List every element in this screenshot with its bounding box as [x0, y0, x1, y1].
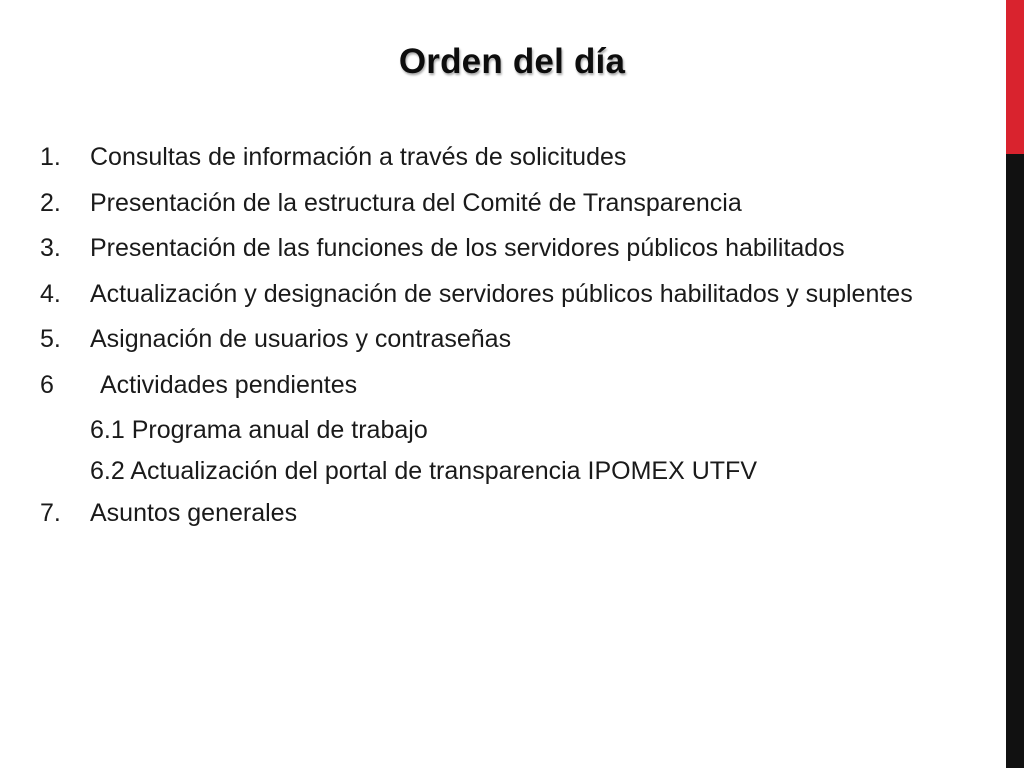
agenda-item-text: Presentación de la estructura del Comité de Transparencia	[90, 188, 742, 217]
agenda-item	[40, 233, 980, 264]
agenda-subitem: 6.1 Programa anual de trabajo	[90, 416, 428, 444]
agenda-item-number: 6	[40, 370, 54, 399]
accent-bar-black	[1006, 154, 1024, 768]
agenda-item-text: Presentación de las funciones de los servidores públicos habilitados	[90, 234, 845, 262]
agenda-item-number: 5.	[40, 325, 61, 353]
agenda-item-text: Asuntos generales	[90, 499, 298, 527]
agenda-item	[40, 370, 980, 401]
agenda-subitem: 6.2 Actualización del portal de transparencia IPOMEX UTFV	[90, 456, 757, 485]
agenda-item-number: 3.	[40, 234, 61, 262]
agenda-item-text: Asignación de usuarios y contraseñas	[90, 325, 512, 353]
agenda-item-number: 2.	[40, 188, 61, 217]
agenda-item	[40, 279, 980, 310]
agenda-item-text: Consultas de información a través de solicitudes	[90, 143, 627, 171]
slide-title: Orden del día	[398, 42, 626, 81]
agenda-item-number: 4.	[40, 279, 61, 308]
agenda-item	[40, 324, 980, 355]
agenda-item-text: Actividades pendientes	[100, 370, 358, 399]
agenda-item	[40, 142, 980, 173]
agenda-list	[40, 142, 980, 544]
agenda-item-number: 1.	[40, 143, 61, 171]
agenda-item-number: 7.	[40, 499, 61, 527]
agenda-item-text: Actualización y designación de servidores públicos habilitados y suplentes	[90, 279, 913, 308]
agenda-item	[40, 498, 980, 529]
agenda-item	[40, 188, 980, 219]
